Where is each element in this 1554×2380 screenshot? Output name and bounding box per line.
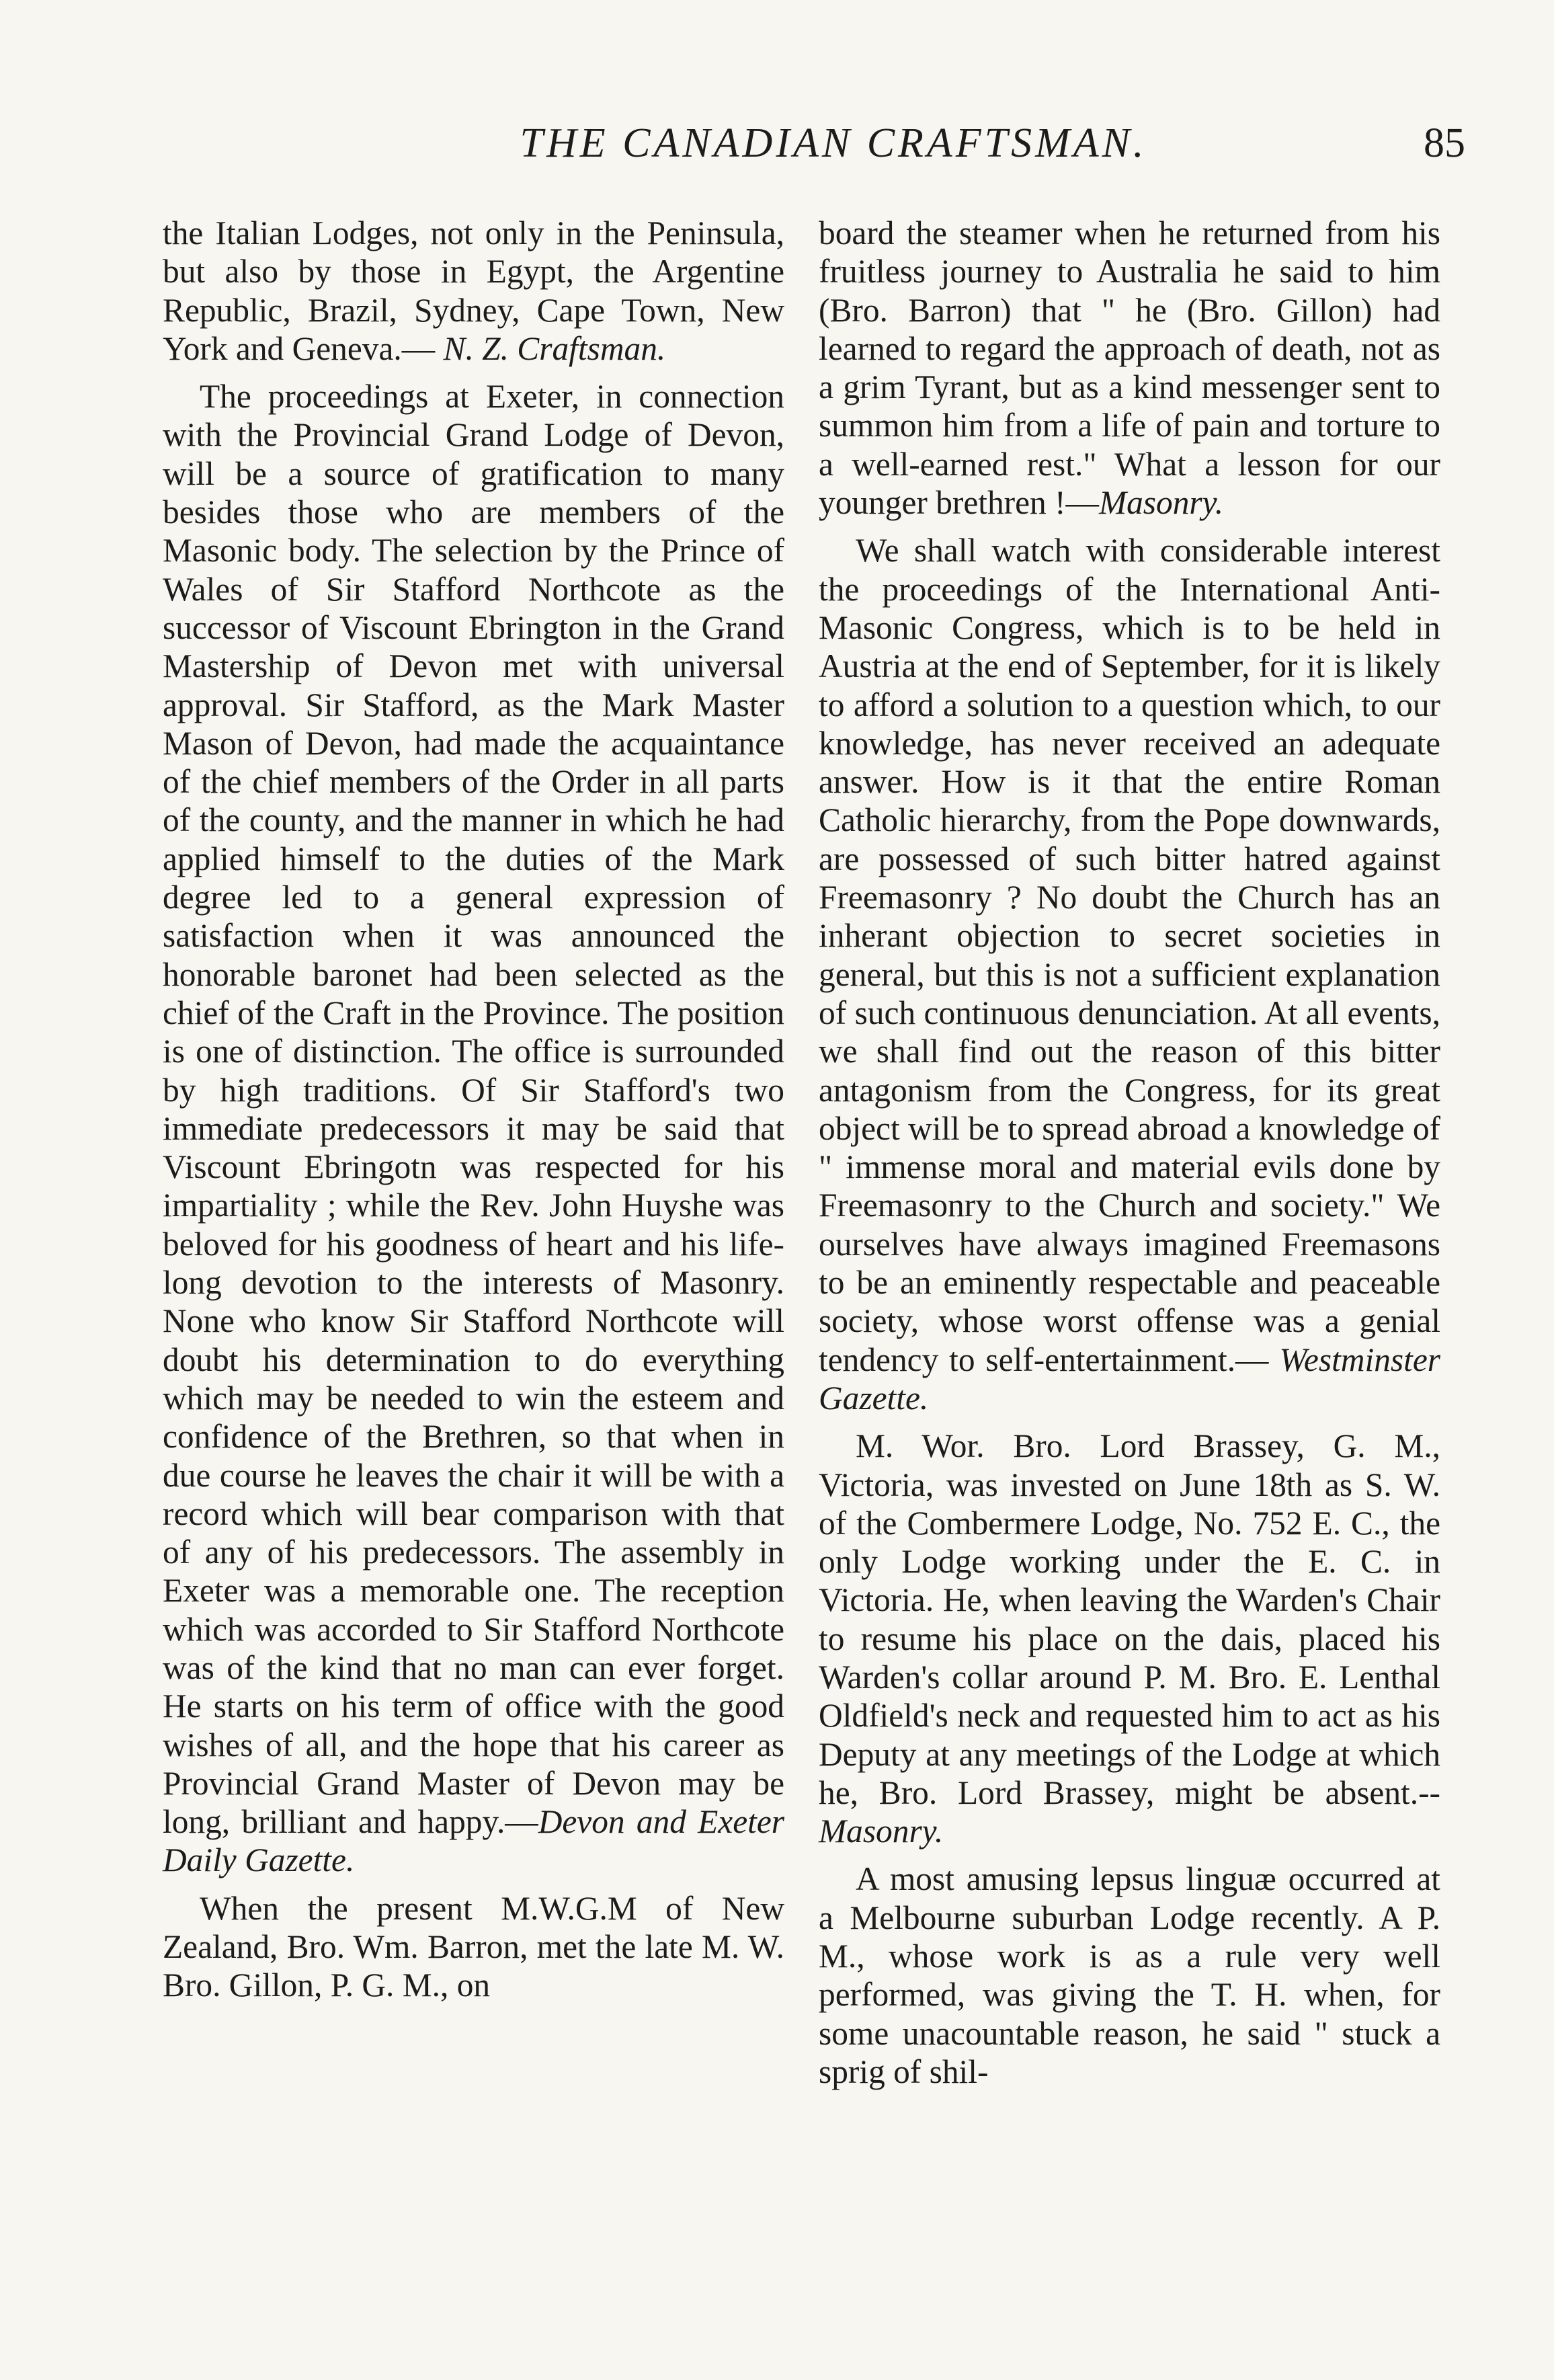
article-paragraph xyxy=(819,214,1440,522)
source-citation: Devon and Exeter Daily Gazette. xyxy=(163,1803,784,1879)
article-paragraph xyxy=(819,1860,1440,2091)
paragraph-text: A most amusing lepsus linguæ occurred at a Melbourne suburban Lodge recently. A P. M., whose work is as a rule very well performed, was giving the T. H. when, for some unacountable reason, he said " stuck a sprig of shil- xyxy=(819,1860,1440,2090)
article-paragraph xyxy=(819,531,1440,1417)
article-paragraph xyxy=(163,377,784,1880)
right-column xyxy=(819,214,1440,2100)
paragraph-text: We shall watch with considerable interest the proceedings of the International Anti-Masonic Congress, which is to be held in Austria at the end of September, for it is likely to afford a solution to a question which, to our knowledge, has never received an adequate answer. How is it that the entire Roman Catholic hierarchy, from the Pope downwards, are possessed of such bitter hatred against Freemasonry ? No doubt the Church has an inherant objection to secret societies in general, but this is not a sufficient explanation of such continuous denunciation. At all events, we shall find out the reason of this bitter antagonism from the Congress, for its great object will be to spread abroad a knowledge of " immense moral and material evils done by Freemasonry to the Church and society." We ourselves have always imagined Freemasons to be an eminently respectable and peaceable society, whose worst offense was a genial tendency to self-entertainment.— xyxy=(819,532,1440,1378)
article-paragraph xyxy=(163,1889,784,2005)
article-paragraph xyxy=(163,214,784,368)
article-paragraph xyxy=(819,1427,1440,1850)
paragraph-text: When the present M.W.G.M of New Zealand, Bro. Wm. Barron, met the late M. W. Bro. Gillon, P. G. M., on xyxy=(163,1889,784,2004)
paragraph-text: M. Wor. Bro. Lord Brassey, G. M., Victoria, was invested on June 18th as S. W. of the Combermere Lodge, No. 752 E. C., the only Lodge working under the E. C. in Victoria. He, when leaving the Warden's Chair to resume his place on the dais, placed his Warden's collar around P. M. Bro. E. Lenthal Oldfield's neck and requested him to act as his Deputy at any meetings of the Lodge at which he, Bro. Lord Brassey, might be absent.-- xyxy=(819,1427,1440,1811)
source-citation: Masonry. xyxy=(819,1813,944,1850)
source-citation: Westminster Gazette. xyxy=(819,1341,1440,1417)
left-column xyxy=(163,214,784,2014)
paragraph-text: The proceedings at Exeter, in connection with the Provincial Grand Lodge of Devon, will be a source of gratification to many besides those who are members of the Masonic body. The selection by the Prince of Wales of Sir Stafford Northcote as the successor of Viscount Ebrington in the Grand Mastership of Devon met with universal approval. Sir Stafford, as the Mark Master Mason of Devon, had made the acquaintance of the chief members of the Order in all parts of the county, and the manner in which he had applied himself to the duties of the Mark degree led to a general expression of satisfaction when it was announced the honorable baronet had been selected as the chief of the Craft in the Province. The position is one of distinction. The office is surrounded by high traditions. Of Sir Stafford's two immediate predecessors it may be said that Viscount Ebringotn was respected for his impartiality ; while the Rev. John Huyshe was beloved for his goodness of heart and his life-long devotion to the interests of Masonry. None who know Sir Stafford Northcote will doubt his determination to do everything which may be needed to win the esteem and confidence of the Brethren, so that when in due course he leaves the chair it will be with a record which will bear comparison with that of any of his predecessors. The assembly in Exeter was a memorable one. The reception which was accorded to Sir Stafford Northcote was of the kind that no man can ever forget. He starts on his term of office with the good wishes of all, and the hope that his career as Provincial Grand Master of Devon may be long, brilliant and happy.— xyxy=(163,378,784,1841)
paragraph-text: board the steamer when he returned from his fruitless journey to Australia he said to him (Bro. Barron) that " he (Bro. Gillon) had learned to regard the approach of death, not as a grim Tyrant, but as a kind messenger sent to summon him from a life of pain and torture to a well-earned rest." What a lesson for our younger brethren !— xyxy=(819,214,1440,522)
page-header xyxy=(161,120,1465,180)
running-title: THE CANADIAN CRAFTSMAN. xyxy=(520,120,1147,166)
source-citation: N. Z. Craftsman. xyxy=(443,329,666,367)
paragraph-text: the Italian Lodges, not only in the Peninsula, but also by those in Egypt, the Argentine Republic, Brazil, Sydney, Cape Town, New York and Geneva.— xyxy=(163,214,784,367)
source-citation: Masonry. xyxy=(1098,484,1224,522)
page-number: 85 xyxy=(1424,120,1465,166)
